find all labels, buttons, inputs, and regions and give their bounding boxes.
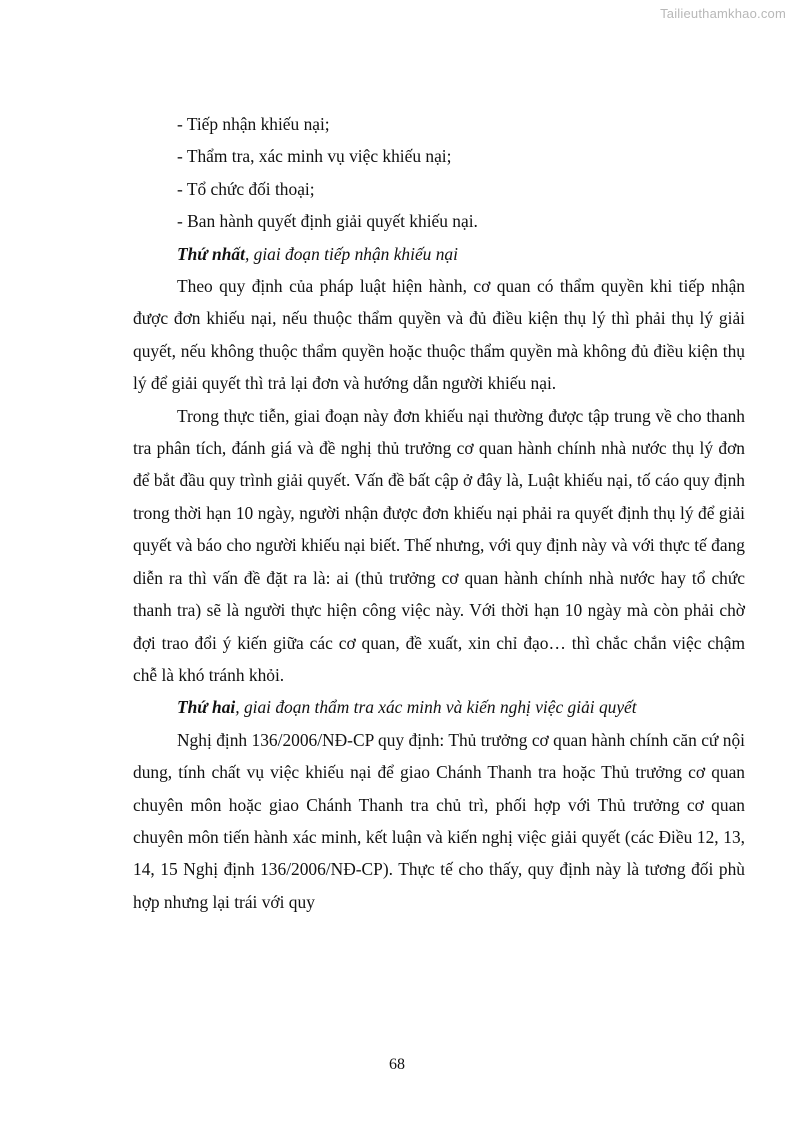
heading-bold-text: Thứ nhất <box>177 243 245 264</box>
section-heading-second <box>133 691 745 723</box>
list-item: - Ban hành quyết định giải quyết khiếu nại. <box>177 211 478 232</box>
watermark-text: Tailieuthamkhao.com <box>660 6 786 21</box>
section-heading-first <box>133 238 745 270</box>
list-item: - Tổ chức đối thoại; <box>177 178 315 199</box>
document-body <box>133 108 745 918</box>
page-number: 68 <box>389 1056 405 1073</box>
list-item: - Thẩm tra, xác minh vụ việc khiếu nại; <box>177 146 452 167</box>
list-item: - Tiếp nhận khiếu nại; <box>177 114 330 134</box>
paragraph: Theo quy định của pháp luật hiện hành, cơ quan có thẩm quyền khi tiếp nhận được đơn khiếu nại, nếu thuộc thẩm quyền và đủ điều kiện thụ lý thì phải thụ lý giải quyết, nếu không thuộc thẩm quyền hoặc thuộc thẩm quyền mà không đủ điều kiện thụ lý để giải quyết thì trả lại đơn và hướng dẫn người khiếu nại. <box>133 276 745 394</box>
paragraph: Trong thực tiễn, giai đoạn này đơn khiếu nại thường được tập trung về cho thanh tra phân tích, đánh giá và đề nghị thủ trưởng cơ quan hành chính nhà nước thụ lý đơn để bắt đầu quy trình giải quyết. Vấn đề bất cập ở đây là, Luật khiếu nại, tố cáo quy định trong thời hạn 10 ngày, người nhận được đơn khiếu nại phải ra quyết định thụ lý để giải quyết và báo cho người khiếu nại biết. Thế nhưng, với quy định này và với thực tế đang diễn ra thì vấn đề đặt ra là: ai (thủ trưởng cơ quan hành chính nhà nước hay tổ chức thanh tra) sẽ là người thực hiện công việc này. Với thời hạn 10 ngày mà còn phải chờ đợi trao đổi ý kiến giữa các cơ quan, đề xuất, xin chỉ đạo… thì chắc chắn việc chậm chễ là khó tránh khỏi. <box>133 405 745 685</box>
heading-rest-text: , giai đoạn tiếp nhận khiếu nại <box>244 243 458 264</box>
heading-rest-text: , giai đoạn thẩm tra xác minh và kiến nghị việc giải quyết <box>235 697 637 718</box>
paragraph: Nghị định 136/2006/NĐ-CP quy định: Thủ trưởng cơ quan hành chính căn cứ nội dung, tính chất vụ việc khiếu nại để giao Chánh Thanh tra hoặc Thủ trưởng cơ quan chuyên môn hoặc giao Chánh Thanh tra chủ trì, phối hợp với Thủ trưởng cơ quan chuyên môn tiến hành xác minh, kết luận và kiến nghị việc giải quyết (các Điều 12, 13, 14, 15 Nghị định 136/2006/NĐ-CP). Thực tế cho thấy, quy định này là tương đối phù hợp nhưng lại trái với quy <box>133 729 745 912</box>
heading-bold-text: Thứ hai <box>177 697 236 718</box>
